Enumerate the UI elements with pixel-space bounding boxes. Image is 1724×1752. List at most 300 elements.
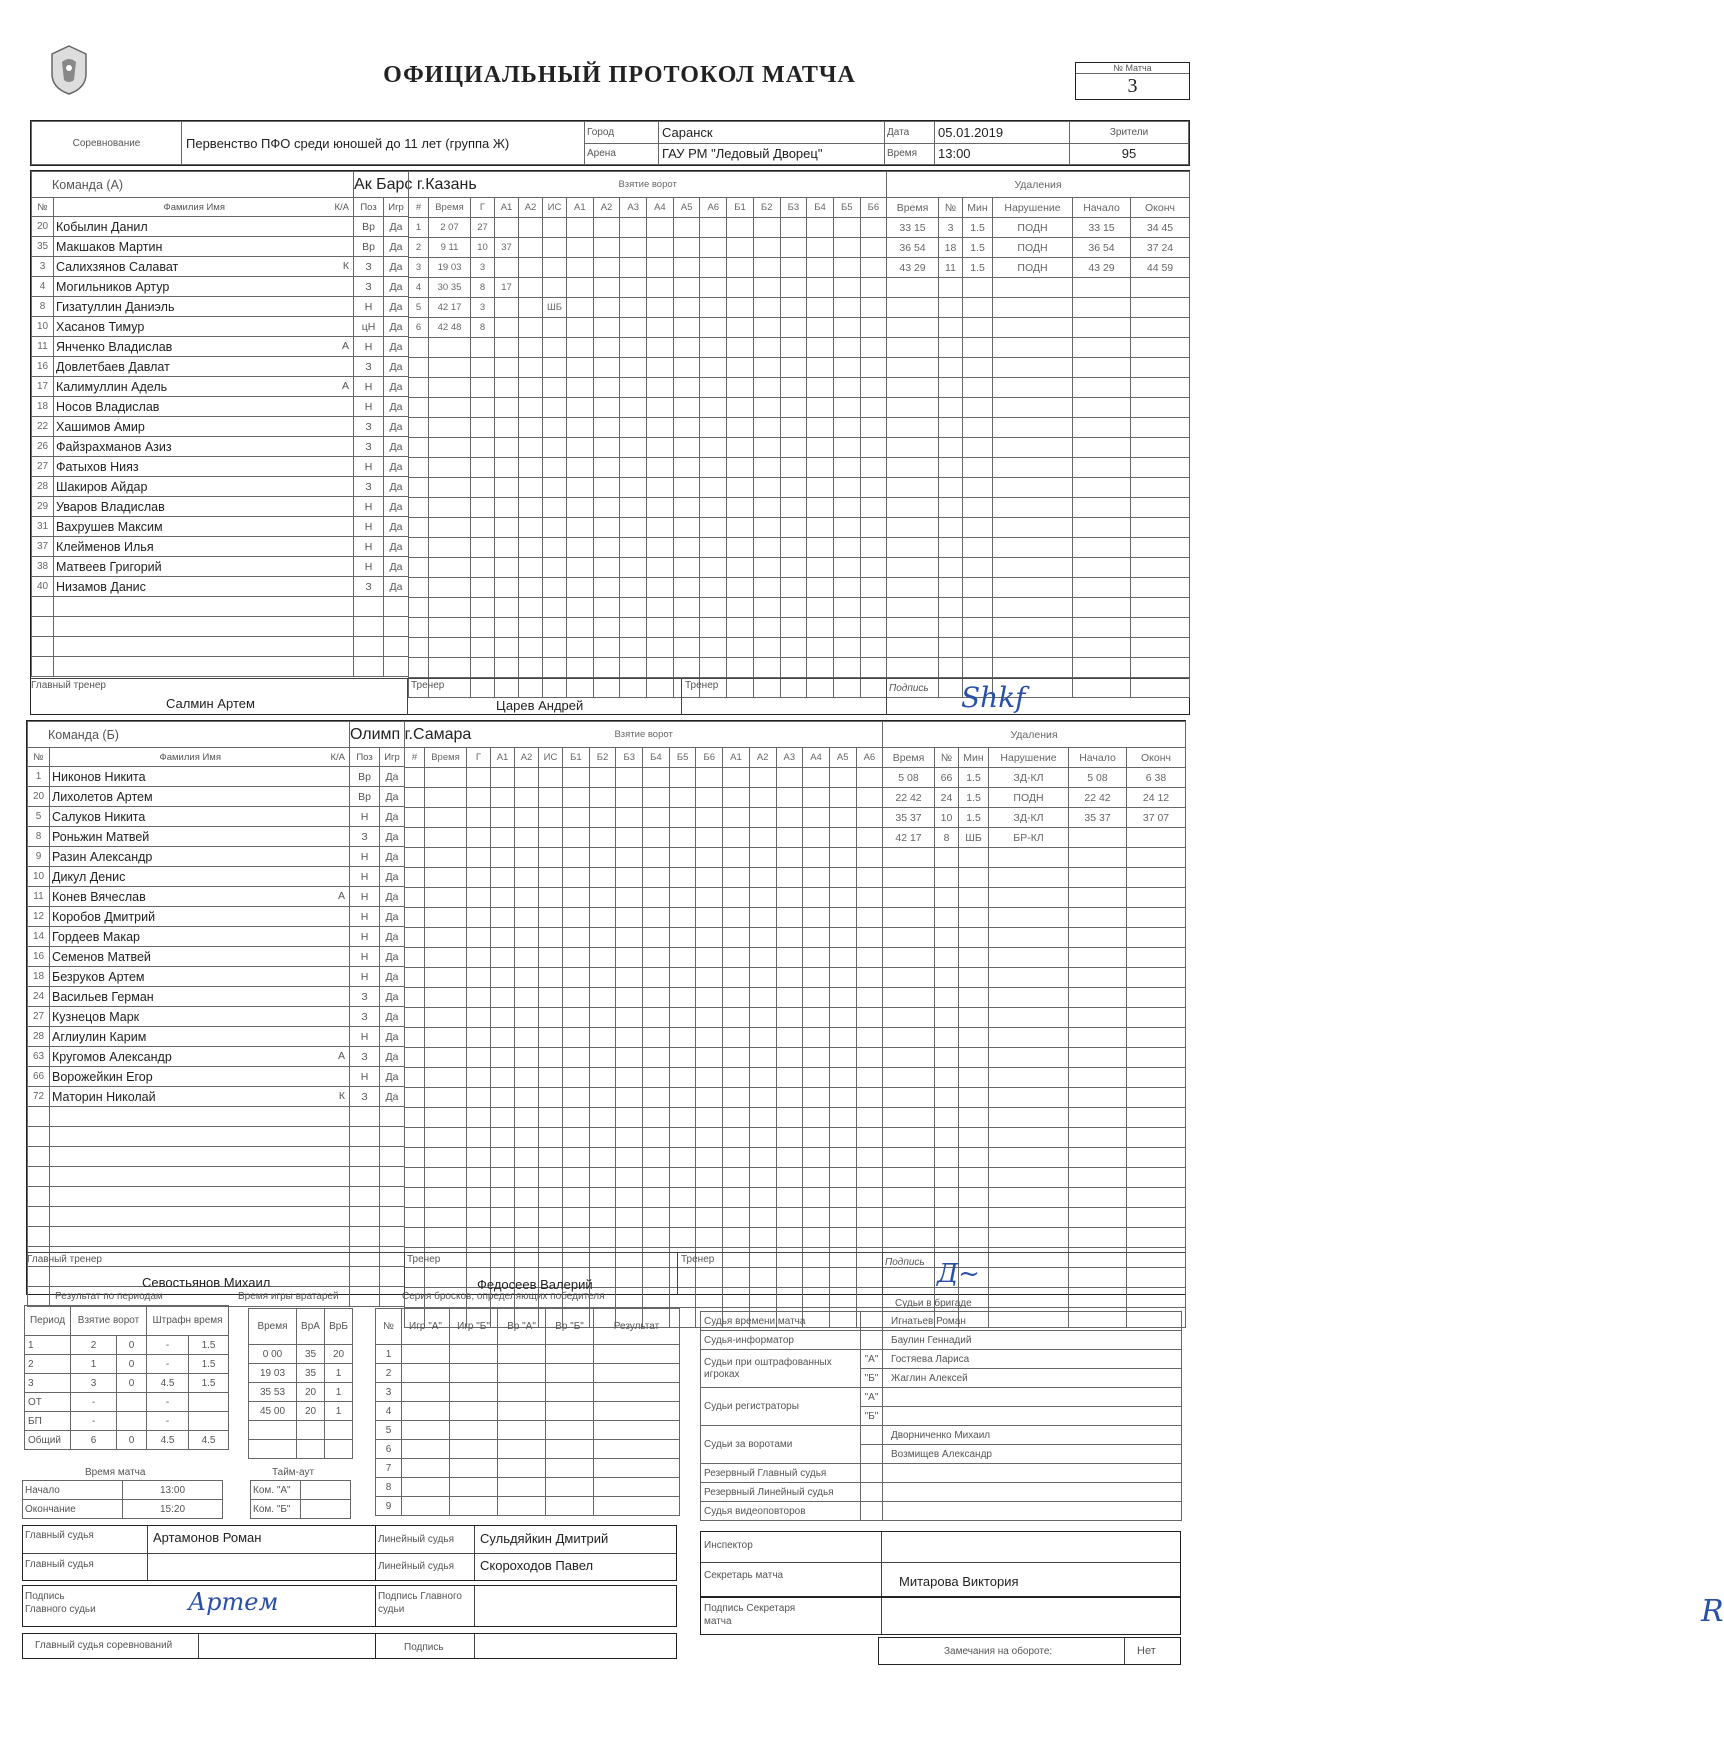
goal-cell (803, 1028, 830, 1048)
goal-cell (700, 378, 727, 398)
goal-cell (860, 578, 887, 598)
penalty-row (887, 478, 1190, 498)
goal-cell (723, 1008, 750, 1028)
goal-cell (519, 418, 543, 438)
goal-row (405, 1188, 883, 1208)
player-number (32, 657, 54, 677)
penalty-cell: 37 24 (1131, 238, 1190, 258)
penalty-cell (883, 848, 935, 868)
goal-cell (543, 658, 567, 678)
goal-cell (723, 988, 750, 1008)
player-name-cell (50, 1227, 350, 1247)
goal-cell (567, 438, 594, 458)
goal-cell (405, 1028, 425, 1048)
shoot-h-ga: Вр "А" (498, 1309, 546, 1345)
goal-cell (829, 1208, 856, 1228)
penalty-cell: 24 (935, 788, 959, 808)
player-name-cell (54, 437, 354, 457)
player-name-cell (50, 1187, 350, 1207)
goal-cell (749, 1068, 776, 1088)
goal-cell (409, 398, 429, 418)
goal-cell (495, 498, 519, 518)
player-position: Н (350, 927, 380, 947)
goal-cell (643, 1028, 670, 1048)
periods-h-period: Период (25, 1306, 71, 1336)
goal-cell (776, 1208, 803, 1228)
penalty-row (883, 768, 1186, 788)
team-b-signature: Д~ (937, 1259, 980, 1289)
player-number (32, 637, 54, 657)
player-played: Да (380, 787, 405, 807)
goal-cell (829, 1088, 856, 1108)
goal-cell (471, 618, 495, 638)
goal-cell (829, 1028, 856, 1048)
goal-cell (425, 988, 467, 1008)
team-a-coach: Царев Андрей (496, 698, 584, 713)
goal-cell (776, 888, 803, 908)
team-a-goals-title: Взятие ворот (409, 172, 887, 198)
period-cell: 0 (117, 1355, 147, 1374)
player-row (28, 987, 405, 1007)
goal-cell (647, 258, 674, 278)
goal-cell (669, 1148, 696, 1168)
pen-col-header: Время (883, 748, 935, 768)
goal-cell (727, 358, 754, 378)
goal-cell (723, 968, 750, 988)
penalty-cell (935, 1228, 959, 1248)
shootout-cell (594, 1402, 680, 1421)
player-name-cell (54, 517, 354, 537)
penalty-cell: ШБ (959, 828, 989, 848)
goal-cell (803, 848, 830, 868)
penalty-cell (1131, 478, 1190, 498)
team-b-coach2-label: Тренер (681, 1254, 715, 1265)
player-name-cell (50, 1147, 350, 1167)
goal-row (409, 338, 887, 358)
competition-label: Соревнование (32, 122, 182, 165)
penalty-cell (1127, 1068, 1186, 1088)
goal-row (405, 828, 883, 848)
goal-row (409, 538, 887, 558)
goal-cell (833, 278, 860, 298)
goal-cell (616, 1048, 643, 1068)
penalty-row (887, 538, 1190, 558)
player-name-cell (54, 397, 354, 417)
penalty-row (887, 358, 1190, 378)
penalty-cell: 1.5 (963, 258, 993, 278)
team-b-pen-title: Удаления (883, 722, 1186, 748)
goal-cell (405, 1068, 425, 1088)
player-position: Н (354, 517, 384, 537)
goalie-cell (297, 1421, 325, 1440)
penalty-cell: 36 54 (1073, 238, 1131, 258)
goal-cell (593, 498, 620, 518)
player-name: Низамов Данис (56, 579, 146, 594)
goal-cell (647, 518, 674, 538)
player-name-cell (50, 987, 350, 1007)
goal-cell (539, 768, 563, 788)
goal-cell (727, 558, 754, 578)
penalty-cell: 1.5 (959, 788, 989, 808)
goal-cell (539, 968, 563, 988)
comp-referee-box (22, 1633, 376, 1659)
goal-cell (589, 1068, 616, 1088)
goals-col-header: Б3 (780, 198, 807, 218)
player-number: 8 (32, 297, 54, 317)
goal-cell (753, 318, 780, 338)
goal-cell (669, 888, 696, 908)
col-no-b: № (28, 748, 50, 767)
goal-cell (543, 258, 567, 278)
shootout-cell (546, 1402, 594, 1421)
goal-cell (425, 768, 467, 788)
team-b-name: Олимп г.Самара (350, 722, 405, 748)
goal-cell (620, 238, 647, 258)
goal-cell (563, 828, 590, 848)
goal-cell (856, 768, 883, 788)
goal-cell (539, 788, 563, 808)
goal-cell (727, 318, 754, 338)
goal-cell (495, 418, 519, 438)
goal-cell (563, 868, 590, 888)
penalty-cell (1069, 1188, 1127, 1208)
date-label: Дата (885, 122, 935, 144)
goal-row (409, 258, 887, 278)
goal-cell (833, 358, 860, 378)
goals-col-header: # (409, 198, 429, 218)
goal-row (405, 1148, 883, 1168)
goal-cell (856, 828, 883, 848)
goal-cell (620, 638, 647, 658)
goal-cell (696, 1108, 723, 1128)
player-name-cell (54, 617, 354, 637)
goal-cell (696, 1048, 723, 1068)
period-cell: 1 (71, 1355, 117, 1374)
penalty-cell (935, 1048, 959, 1068)
penalty-row (883, 1088, 1186, 1108)
penalty-row (883, 888, 1186, 908)
goal-cell (807, 478, 834, 498)
goal-cell (776, 788, 803, 808)
player-position: цН (354, 317, 384, 337)
goal-cell (519, 358, 543, 378)
secretary-sign-label: Подпись Секретаря матча (704, 1603, 796, 1627)
shootout-cell (594, 1440, 680, 1459)
team-a-coach2-label: Тренер (685, 680, 719, 691)
penalty-cell (989, 1088, 1069, 1108)
pen-col-header: Оконч (1131, 198, 1190, 218)
player-ka: А (337, 889, 345, 902)
period-row (25, 1431, 229, 1450)
penalty-row (883, 908, 1186, 928)
goal-cell (539, 1148, 563, 1168)
penalty-cell (1073, 418, 1131, 438)
penalty-row (887, 278, 1190, 298)
penalty-cell (887, 378, 939, 398)
player-row (28, 1167, 405, 1187)
goal-cell (727, 498, 754, 518)
goal-cell (749, 1188, 776, 1208)
penalty-cell (989, 1028, 1069, 1048)
player-position: З (354, 257, 384, 277)
shootout-no: 7 (376, 1459, 402, 1478)
goal-cell (467, 1128, 491, 1148)
goal-cell (700, 438, 727, 458)
goal-cell (673, 258, 700, 278)
goal-cell (833, 418, 860, 438)
goal-cell (491, 788, 515, 808)
penalty-row (883, 988, 1186, 1008)
goal-cell (616, 1028, 643, 1048)
goal-cell (829, 1188, 856, 1208)
penalty-cell (1131, 318, 1190, 338)
player-played: Да (380, 1027, 405, 1047)
penalty-cell (883, 1228, 935, 1248)
goal-cell (519, 338, 543, 358)
penalty-cell: 22 42 (1069, 788, 1127, 808)
player-row (32, 617, 409, 637)
player-number: 37 (32, 537, 54, 557)
goal-cell (467, 828, 491, 848)
player-position (354, 657, 384, 677)
goal-cell (860, 238, 887, 258)
penalty-cell (887, 398, 939, 418)
goal-cell (467, 908, 491, 928)
goal-cell (515, 1108, 539, 1128)
player-position: Вр (350, 787, 380, 807)
goal-cell (723, 1208, 750, 1228)
goal-cell (567, 418, 594, 438)
goal-cell (700, 558, 727, 578)
penalty-cell (993, 318, 1073, 338)
goal-cell (780, 458, 807, 478)
goal-cell (749, 1208, 776, 1228)
goal-cell (780, 398, 807, 418)
player-played: Да (384, 417, 409, 437)
goalie-row (249, 1440, 353, 1459)
goal-row (409, 478, 887, 498)
team-b-goals-title: Взятие ворот (405, 722, 883, 748)
goal-cell (780, 338, 807, 358)
penalty-cell (939, 398, 963, 418)
goal-cell (515, 1168, 539, 1188)
penalty-row (883, 968, 1186, 988)
goal-cell (589, 968, 616, 988)
goals-col-header: Б1 (727, 198, 754, 218)
penalty-cell (959, 1188, 989, 1208)
goal-cell (616, 1108, 643, 1128)
penalty-cell (963, 478, 993, 498)
goal-cell (833, 298, 860, 318)
penalty-cell (959, 928, 989, 948)
goals-col-header: А6 (700, 198, 727, 218)
player-name: Хасанов Тимур (56, 319, 145, 334)
player-row (28, 1027, 405, 1047)
goal-cell (429, 458, 471, 478)
goal-cell (669, 768, 696, 788)
goal-cell (567, 238, 594, 258)
shootout-cell (402, 1383, 450, 1402)
player-name: Коробов Дмитрий (52, 909, 156, 924)
goal-cell (647, 378, 674, 398)
goal-cell (589, 1028, 616, 1048)
goal-cell (643, 828, 670, 848)
goal-cell (669, 928, 696, 948)
penalty-cell (989, 988, 1069, 1008)
goal-cell (563, 1008, 590, 1028)
goal-cell (807, 278, 834, 298)
goal-cell (807, 658, 834, 678)
penalty-cell (959, 908, 989, 928)
goal-cell (495, 438, 519, 458)
player-row (32, 357, 409, 377)
goal-cell (409, 338, 429, 358)
goal-cell (780, 638, 807, 658)
goal-cell (593, 278, 620, 298)
goal-cell (723, 888, 750, 908)
goal-cell (700, 398, 727, 418)
goal-cell (425, 1108, 467, 1128)
shootout-cell (546, 1421, 594, 1440)
match-info (30, 120, 1190, 166)
penalty-cell (1073, 598, 1131, 618)
shootout-cell (546, 1364, 594, 1383)
goal-cell (647, 338, 674, 358)
player-position: З (354, 417, 384, 437)
penalty-row (883, 808, 1186, 828)
goal-cell (807, 618, 834, 638)
goal-cell: 8 (471, 318, 495, 338)
player-name-cell (50, 1067, 350, 1087)
col-name-text: Фамилия Имя (163, 201, 225, 213)
player-number: 38 (32, 557, 54, 577)
goal-cell (643, 1048, 670, 1068)
match-start: 13:00 (123, 1481, 223, 1500)
penalty-cell (1127, 868, 1186, 888)
goal-cell (539, 1168, 563, 1188)
penalty-cell: 5 08 (883, 768, 935, 788)
goal-cell (589, 1228, 616, 1248)
shootout-row (376, 1345, 680, 1364)
col-played: Игр (384, 198, 409, 217)
goal-cell (491, 988, 515, 1008)
goalie-cell (325, 1440, 353, 1459)
goal-cell (643, 1068, 670, 1088)
penalty-cell (1127, 1148, 1186, 1168)
goal-cell (467, 1228, 491, 1248)
player-played: Да (380, 907, 405, 927)
player-name: Калимуллин Адель (56, 379, 168, 394)
goal-cell (723, 868, 750, 888)
goal-cell (425, 1168, 467, 1188)
goal-cell (405, 808, 425, 828)
player-position: З (350, 1007, 380, 1027)
player-played: Да (384, 517, 409, 537)
match-number: 3 (1127, 75, 1138, 97)
penalty-cell: 22 42 (883, 788, 935, 808)
goal-cell (620, 398, 647, 418)
penalty-cell (1127, 988, 1186, 1008)
team-a-sign-label: Подпись (889, 683, 929, 694)
goal-cell (643, 808, 670, 828)
inspector-label: Инспектор (704, 1540, 753, 1551)
goal-cell (696, 908, 723, 928)
goal-cell (515, 788, 539, 808)
goal-cell (833, 438, 860, 458)
goal-cell (491, 968, 515, 988)
goal-cell (409, 538, 429, 558)
goal-cell (429, 338, 471, 358)
goal-cell (519, 478, 543, 498)
goal-cell (563, 968, 590, 988)
player-number: 29 (32, 497, 54, 517)
penalty-cell (1131, 378, 1190, 398)
goal-cell (833, 578, 860, 598)
goal-cell (471, 558, 495, 578)
penalty-cell (883, 1208, 935, 1228)
penalty-cell (887, 438, 939, 458)
player-number: 22 (32, 417, 54, 437)
line-ref-2: Скороходов Павел (480, 1558, 594, 1573)
pen-col-header: Мин (963, 198, 993, 218)
penalty-cell (1073, 478, 1131, 498)
player-position: Н (350, 807, 380, 827)
col-ka-b: К/А (330, 751, 345, 763)
penalty-cell (883, 1008, 935, 1028)
penalty-cell (1073, 638, 1131, 658)
goal-cell (776, 1228, 803, 1248)
goal-cell (727, 258, 754, 278)
penalty-row (887, 338, 1190, 358)
goal-cell (616, 848, 643, 868)
goal-cell (669, 1228, 696, 1248)
goal-cell (807, 298, 834, 318)
goal-cell (807, 578, 834, 598)
penalty-row (887, 418, 1190, 438)
goal-cell (723, 1108, 750, 1128)
goal-cell (467, 988, 491, 1008)
goal-cell (405, 828, 425, 848)
penalty-cell (1131, 398, 1190, 418)
player-row (32, 517, 409, 537)
goal-cell (563, 1048, 590, 1068)
period-cell: 4.5 (147, 1431, 189, 1450)
goal-cell (519, 658, 543, 678)
goal-cell (807, 538, 834, 558)
penalty-judge-b: Жаглин Алексей (883, 1369, 1182, 1388)
goal-cell (669, 1068, 696, 1088)
period-cell: - (147, 1355, 189, 1374)
player-position: Вр (350, 767, 380, 787)
player-number: 63 (28, 1047, 50, 1067)
goal-cell (563, 1108, 590, 1128)
goal-cell (643, 868, 670, 888)
goal-cell (467, 1148, 491, 1168)
goal-cell (749, 1168, 776, 1188)
penalty-cell (1127, 1228, 1186, 1248)
goal-cell (673, 238, 700, 258)
penalty-row (883, 1148, 1186, 1168)
team-a-label: Команда (А) (32, 172, 354, 198)
goal-cell (749, 808, 776, 828)
goal-cell (616, 808, 643, 828)
goal-cell (593, 598, 620, 618)
team-a-coach-label: Тренер (411, 680, 445, 691)
secretary-sign-box (700, 1594, 1724, 1635)
penalty-cell: 44 59 (1131, 258, 1190, 278)
reserve-line-label: Резервный Линейный судья (701, 1483, 861, 1502)
team-b-sign-label: Подпись (885, 1257, 925, 1268)
